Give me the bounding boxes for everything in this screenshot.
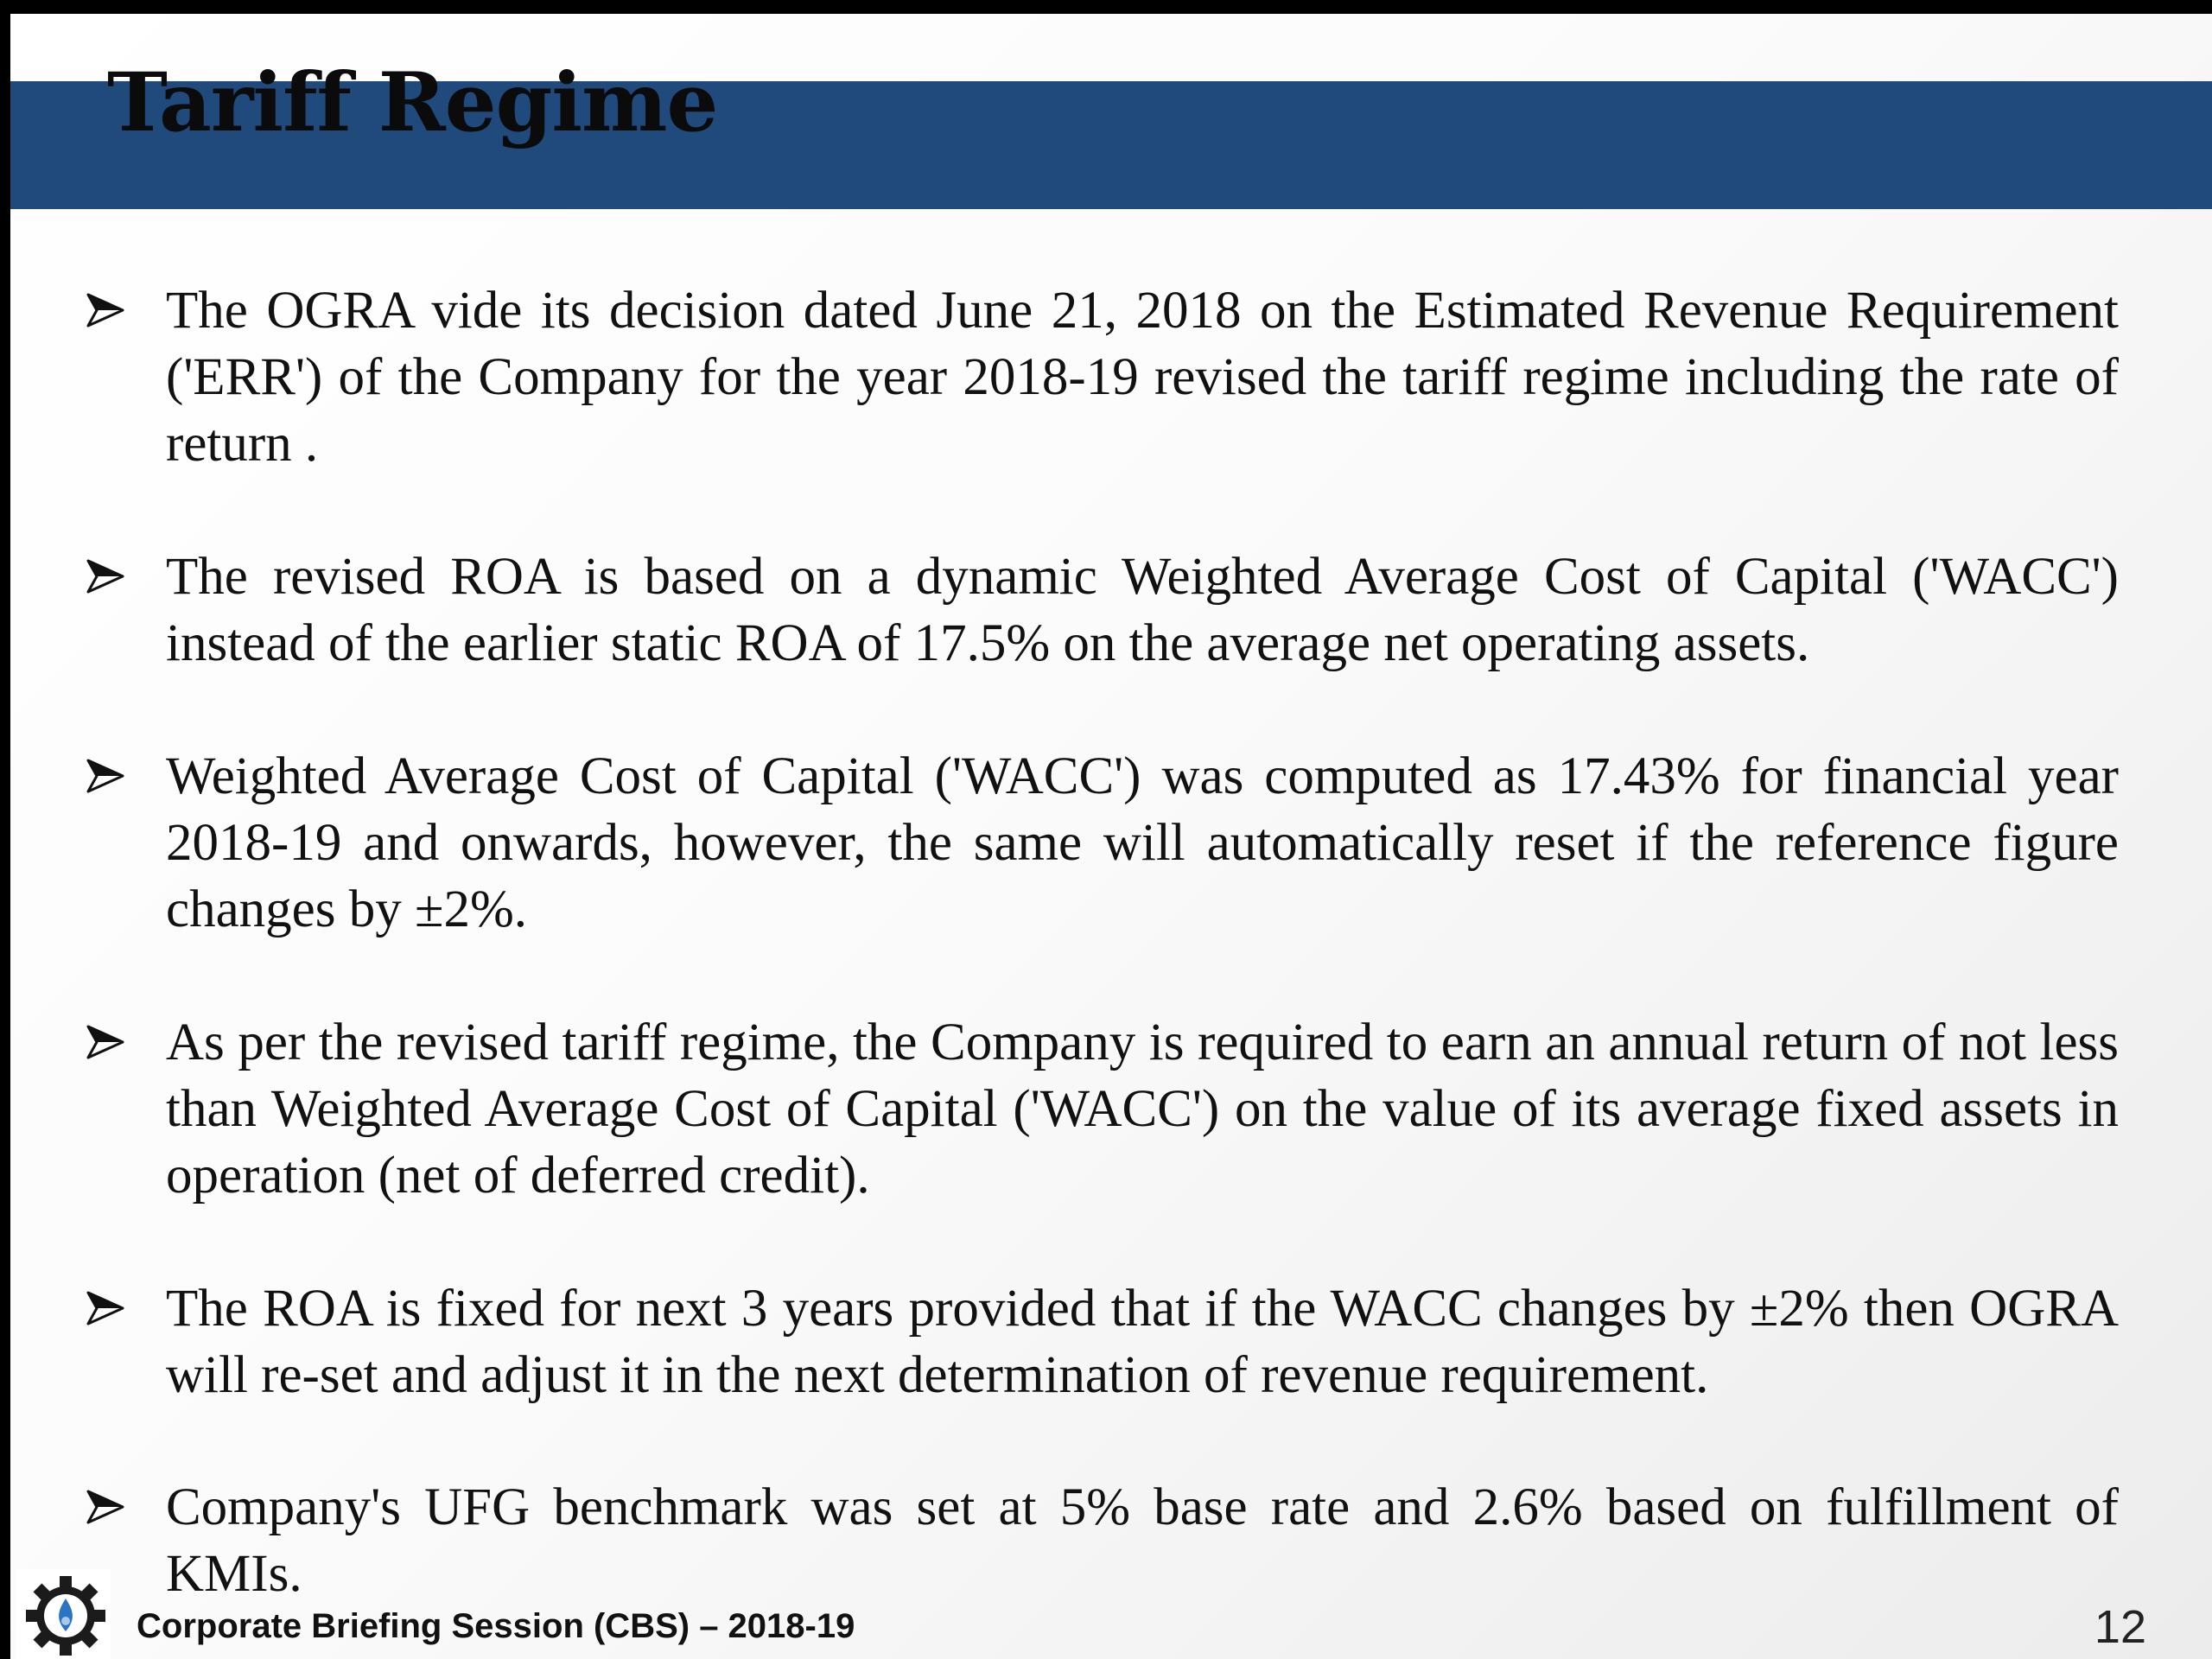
slide-title: Tariff Regime xyxy=(107,55,718,150)
arrow-bullet-icon xyxy=(85,1021,126,1063)
arrow-bullet-icon xyxy=(85,556,126,597)
gear-flame-logo-icon xyxy=(16,1569,111,1659)
bullet-text: The OGRA vide its decision dated June 21, 2018 on the Estimated Revenue Requirement ('ERR') of the Company for the year 2018-19 revised the tariff regime including the rate of return . xyxy=(166,282,2119,473)
bullet-text: Company's UFG benchmark was set at 5% base rate and 2.6% based on fulfillment of KMIs. xyxy=(166,1478,2119,1603)
page-number: 12 xyxy=(2094,1601,2146,1653)
footer-session-text: Corporate Briefing Session (CBS) – 2018-19 xyxy=(137,1607,855,1645)
arrow-bullet-icon xyxy=(85,289,126,331)
bullet-text: The ROA is fixed for next 3 years provided that if the WACC changes by ±2% then OGRA will re-set and adjust it in the next determination of revenue requirement. xyxy=(166,1280,2119,1404)
bullet-text: The revised ROA is based on a dynamic Weighted Average Cost of Capital ('WACC') instead of the earlier static ROA of 17.5% on the average net operating assets. xyxy=(166,548,2119,672)
arrow-bullet-icon xyxy=(85,1486,126,1528)
arrow-bullet-icon xyxy=(85,1287,126,1329)
bullet-text: Weighted Average Cost of Capital ('WACC') was computed as 17.43% for financial year 2018-19 and onwards, however, the same will automatically reset if the reference figure changes by ±2%. xyxy=(166,747,2119,938)
arrow-bullet-icon xyxy=(85,755,126,797)
slide xyxy=(10,14,2212,1659)
bullet-text: As per the revised tariff regime, the Company is required to earn an annual return of not less than Weighted Average Cost of Capital ('WACC') on the value of its average fixed assets in operation (net of deferred credit). xyxy=(166,1014,2119,1205)
